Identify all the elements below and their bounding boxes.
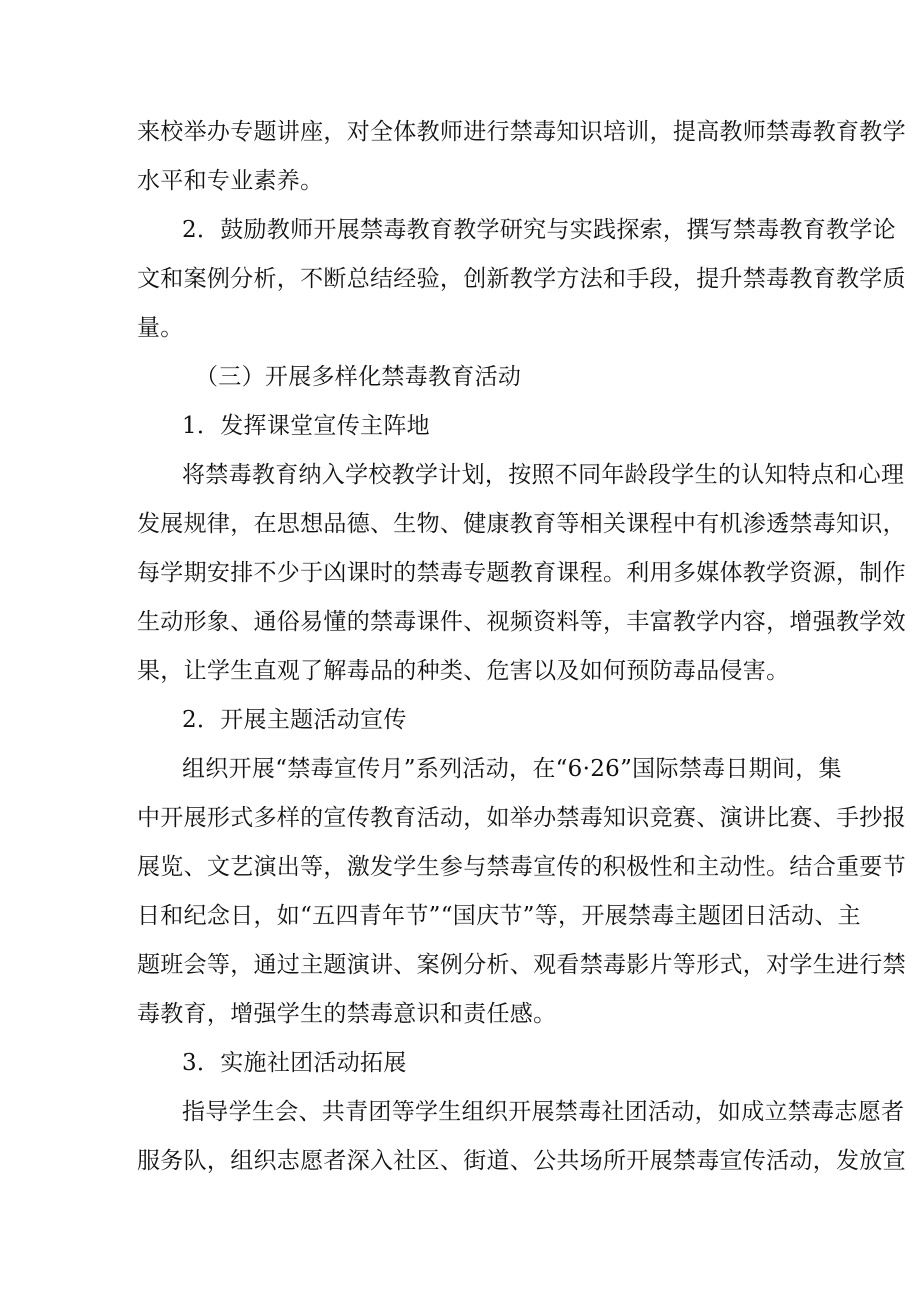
subsection-heading: 2．开展主题活动宣传 <box>182 707 407 733</box>
paragraph-line: 生动形象、通俗易懂的禁毒课件、视频资料等，丰富教学内容，增强教学效 <box>137 609 906 635</box>
paragraph-line: 每学期安排不少于凶课时的禁毒专题教育课程。利用多媒体教学资源，制作 <box>137 560 906 586</box>
paragraph-line: 展览、文艺演出等，激发学生参与禁毒宣传的积极性和主动性。结合重要节 <box>137 854 906 880</box>
paragraph-line: 果，让学生直观了解毒品的种类、危害以及如何预防毒品侵害。 <box>137 658 790 684</box>
paragraph-line: 毒教育，增强学生的禁毒意识和责任感。 <box>137 1001 557 1027</box>
subsection-heading: 1．发挥课堂宣传主阵地 <box>182 413 430 439</box>
paragraph-line: 服务队，组织志愿者深入社区、街道、公共场所开展禁毒宣传活动，发放宣 <box>137 1148 906 1174</box>
paragraph-line: 量。 <box>137 315 184 341</box>
paragraph-line: 组织开展“禁毒宣传月”系列活动，在“6·26”国际禁毒日期间，集 <box>182 756 842 782</box>
paragraph-line: 日和纪念日，如“五四青年节”“国庆节”等，开展禁毒主题团日活动、主 <box>137 903 861 929</box>
paragraph-line: 题班会等，通过主题演讲、案例分析、观看禁毒影片等形式，对学生进行禁 <box>137 952 906 978</box>
paragraph-line: 水平和专业素养。 <box>137 168 324 194</box>
paragraph-line: 将禁毒教育纳入学校教学计划，按照不同年龄段学生的认知特点和心理 <box>182 462 905 488</box>
paragraph-line: 指导学生会、共青团等学生组织开展禁毒社团活动，如成立禁毒志愿者 <box>182 1099 905 1125</box>
paragraph-line: 发展规律，在思想品德、生物、健康教育等相关课程中有机渗透禁毒知识， <box>137 511 906 537</box>
paragraph-line: 2．鼓励教师开展禁毒教育教学研究与实践探索，撰写禁毒教育教学论 <box>182 217 896 243</box>
paragraph-line: 中开展形式多样的宣传教育活动，如举办禁毒知识竞赛、演讲比赛、手抄报 <box>137 805 906 831</box>
paragraph-line: 来校举办专题讲座，对全体教师进行禁毒知识培训，提高教师禁毒教育教学 <box>137 119 906 145</box>
subsection-heading: 3．实施社团活动拓展 <box>182 1050 407 1076</box>
section-heading: （三）开展多样化禁毒教育活动 <box>195 364 522 390</box>
paragraph-line: 文和案例分析，不断总结经验，创新教学方法和手段，提升禁毒教育教学质 <box>137 266 906 292</box>
